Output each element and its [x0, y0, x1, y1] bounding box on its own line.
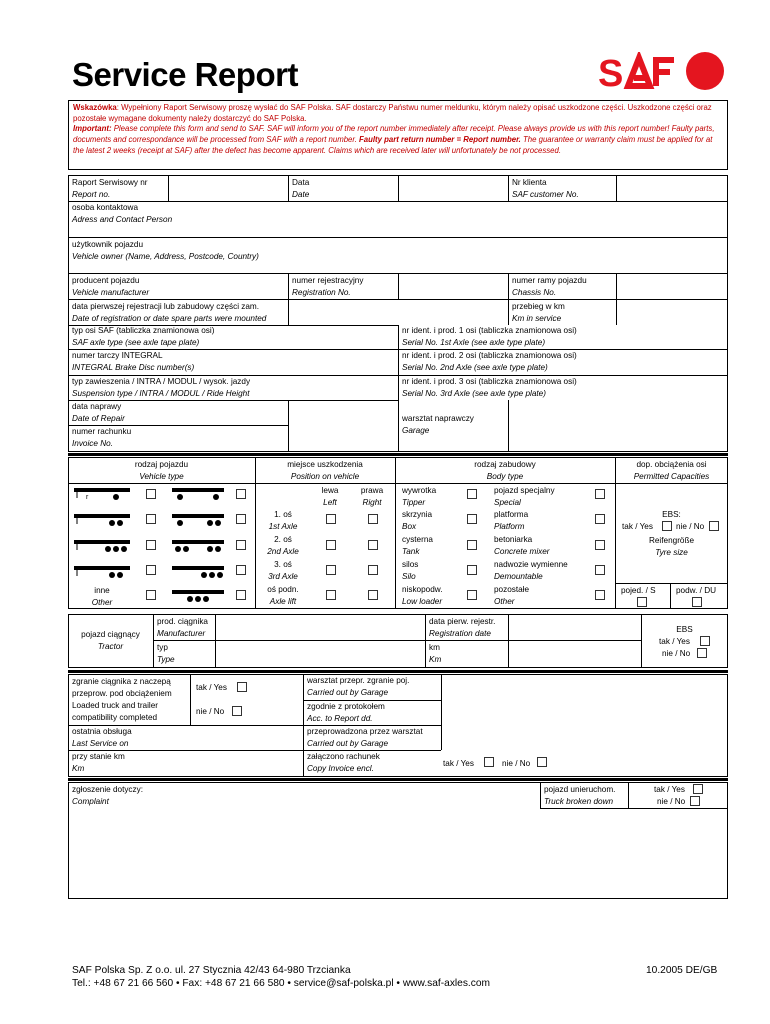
- double-checkbox[interactable]: [692, 597, 702, 607]
- concrete-checkbox[interactable]: [595, 540, 605, 550]
- low-loader-checkbox[interactable]: [467, 590, 477, 600]
- ebs-no-checkbox[interactable]: [709, 521, 719, 531]
- ebs-yes-label: tak / Yes: [622, 522, 653, 531]
- low-loader-label: niskopodw. Low loader: [402, 585, 443, 606]
- body-other-label: pozostałe Other: [494, 585, 530, 606]
- instructions-en-text2: The guarantee or warranty claim must be applied for at the latest 2 weeks (receipt at SAF) after the defect has become apparent. Claims which are received later will unfortunately be not processed.: [73, 135, 713, 155]
- silo-label: silos Silo: [402, 560, 419, 581]
- platform-label: platforma Platform: [494, 510, 529, 531]
- coupling-no-checkbox[interactable]: [232, 706, 242, 716]
- vehicle-other-checkbox[interactable]: [146, 590, 156, 600]
- invoice-no-label: nie / No: [502, 759, 531, 768]
- trailer-3axle-icon: [72, 536, 132, 554]
- tractor-ebs-label: EBS: [676, 625, 693, 634]
- tractor-manufacturer-label: prod. ciągnika Manufacturer: [157, 617, 208, 638]
- left-label: lewa Left: [321, 486, 339, 507]
- vehicle-other-label: inne Other: [91, 586, 113, 607]
- vehicle-checkbox[interactable]: [236, 489, 246, 499]
- tractor-ebs-no-label: nie / No: [662, 649, 691, 658]
- km-label: przebieg w km Km in service: [512, 302, 565, 323]
- report-no-label: Raport Serwisowy nr Report no.: [72, 178, 148, 199]
- disc-label: numer tarczy INTEGRAL INTEGRAL Brake Disc number(s): [72, 351, 195, 372]
- vehicle-checkbox[interactable]: [146, 540, 156, 550]
- single-checkbox[interactable]: [637, 597, 647, 607]
- trailer-1axle-icon: [72, 484, 132, 502]
- tank-label: cysterna Tank: [402, 535, 433, 556]
- drawbar-2axle-icon: [168, 484, 228, 502]
- axle3-right-checkbox[interactable]: [368, 565, 378, 575]
- tyre-size-label: Reifengröße Tyre size: [648, 536, 695, 557]
- complaint-label: zgłoszenie dotyczy: Complaint: [72, 785, 143, 806]
- registration-label: numer rejestracyjny Registration No.: [292, 276, 364, 297]
- truck-broken-label: pojazd unieruchom. Truck broken down: [544, 785, 616, 806]
- suspension-label: typ zawieszenia / INTRA / MODUL / wysok. jazdy Suspension type / INTRA / MODUL / Ride Height: [72, 377, 251, 398]
- vehicle-checkbox[interactable]: [146, 565, 156, 575]
- axle2-right-checkbox[interactable]: [368, 540, 378, 550]
- instructions-pl-text: : Wypełniony Raport Serwisowy proszę wysłać do SAF Polska. SAF dostarczy Państwu numer meldunku, którym należy opisać uszkodzone części. Uszkodzone części oraz pozostałe wymagane dokumenty należy dostarczyć do SAF Polska.: [73, 103, 712, 123]
- manufacturer-label: producent pojazdu Vehicle manufacturer: [72, 276, 150, 297]
- instructions-note: [68, 100, 728, 170]
- vehicle-checkbox[interactable]: [236, 514, 246, 524]
- ebs-yes-checkbox[interactable]: [662, 521, 672, 531]
- complaint-text-area[interactable]: [72, 812, 722, 894]
- chassis-label: numer ramy pojazdu Chassis No.: [512, 276, 587, 297]
- axle2-label: 2. oś 2nd Axle: [267, 535, 299, 556]
- position-header: miejsce uszkodzenia Position on vehicle: [287, 460, 363, 481]
- instructions-pl-label: Wskazówka: [73, 103, 117, 112]
- instructions-en-bold: Faulty part return number = Report number.: [359, 135, 521, 145]
- footer-address: SAF Polska Sp. Z o.o. ul. 27 Stycznia 42/43 64-980 Trzcianka: [72, 965, 351, 976]
- invoice-yes-label: tak / Yes: [443, 759, 474, 768]
- tractor-registration-label: data pierw. rejestr. Registration date: [429, 617, 496, 638]
- footer-version: 10.2005 DE/GB: [646, 965, 718, 976]
- invoice-encl-label: załączono rachunek Copy Invoice encl.: [307, 752, 380, 773]
- platform-checkbox[interactable]: [595, 514, 605, 524]
- axle1-right-checkbox[interactable]: [368, 514, 378, 524]
- matching-garage-label: warsztat przepr. zgranie poj. Carried out by Garage: [307, 676, 410, 697]
- lowbed-icon: [168, 562, 228, 580]
- trailer-short-icon: [72, 562, 132, 580]
- capacities-header: dop. obciążenia osi Permitted Capacities: [633, 460, 710, 481]
- special-label: pojazd specjalny Special: [494, 486, 555, 507]
- lowloader-icon: [168, 586, 228, 604]
- box-label: skrzynia Box: [402, 510, 433, 531]
- concrete-label: betoniarka Concrete mixer: [494, 535, 550, 556]
- double-label: podw. / DU: [676, 586, 717, 595]
- broken-yes-checkbox[interactable]: [693, 784, 703, 794]
- last-service-label: ostatnia obsługa Last Service on: [72, 727, 132, 748]
- customer-no-label: Nr klienta SAF customer No.: [512, 178, 579, 199]
- tractor-ebs-no-checkbox[interactable]: [697, 648, 707, 658]
- demountable-label: nadwozie wymienne Demountable: [494, 560, 568, 581]
- footer-contact: Tel.: +48 67 21 66 560 • Fax: +48 67 21 66 580 • service@saf-polska.pl • www.saf-axles.com: [72, 978, 491, 989]
- drawbar-3axle-icon: [168, 510, 228, 528]
- tipper-checkbox[interactable]: [467, 489, 477, 499]
- axle-lift-right-checkbox[interactable]: [368, 590, 378, 600]
- svg-text:r: r: [86, 494, 89, 501]
- tractor-ebs-yes-checkbox[interactable]: [700, 636, 710, 646]
- axle2-left-checkbox[interactable]: [326, 540, 336, 550]
- axle-type-label: typ osi SAF (tabliczka znamionowa osi) SAF axle type (see axle tape plate): [72, 326, 215, 347]
- axle-lift-label: oś podn. Axle lift: [267, 585, 299, 606]
- serial2-label: nr ident. i prod. 2 osi (tabliczka znamionowa osi) Serial No. 2nd Axle (see axle type plate): [402, 351, 577, 372]
- vehicle-type-header: rodzaj pojazdu Vehicle type: [134, 460, 189, 481]
- serial3-label: nr ident. i prod. 3 osi (tabliczka znamionowa osi) Serial No. 3rd Axle (see axle type plate): [402, 377, 577, 398]
- body-other-checkbox[interactable]: [595, 590, 605, 600]
- axle3-left-checkbox[interactable]: [326, 565, 336, 575]
- vehicle-checkbox[interactable]: [236, 590, 246, 600]
- tractor-km-label: km Km: [429, 643, 442, 664]
- ebs-no-label: nie / No: [676, 522, 705, 531]
- coupling-no-label: nie / No: [196, 707, 225, 716]
- page-title: Service Report: [72, 56, 298, 93]
- special-checkbox[interactable]: [595, 489, 605, 499]
- instructions-en-label: Important:: [73, 124, 112, 134]
- instructions-en-text: Please complete this form and send to SAF. SAF will inform you of the report number immediately after receipt. Please always provide us with this report number! Faulty parts, documents and correspondance will be processed from SAF with a report number.: [73, 124, 715, 145]
- coupling-yes-label: tak / Yes: [196, 683, 227, 692]
- broken-yes-label: tak / Yes: [654, 785, 685, 794]
- owner-label: użytkownik pojazdu Vehicle owner (Name, Address, Postcode, Country): [72, 240, 259, 261]
- ebs-label: EBS:: [662, 510, 681, 519]
- date-label: Data Date: [292, 178, 310, 199]
- invoice-yes-checkbox[interactable]: [484, 757, 494, 767]
- vehicle-checkbox[interactable]: [236, 540, 246, 550]
- demountable-checkbox[interactable]: [595, 565, 605, 575]
- protocol-label: zgodnie z protokołem Acc. to Report dd.: [307, 702, 385, 723]
- right-label: prawa Right: [360, 486, 384, 507]
- invoice-no-checkbox[interactable]: [537, 757, 547, 767]
- silo-checkbox[interactable]: [467, 565, 477, 575]
- trailer-2axle-icon: [72, 510, 132, 528]
- service-garage-label: przeprowadzona przez warsztat Carried out by Garage: [307, 727, 423, 748]
- repair-date-label: data naprawy Date of Repair: [72, 402, 125, 423]
- tractor-type-label: typ Type: [157, 643, 175, 664]
- vehicle-checkbox[interactable]: [146, 514, 156, 524]
- svg-text:S: S: [598, 53, 622, 94]
- drawbar-4axle-icon: [168, 536, 228, 554]
- axle1-left-checkbox[interactable]: [326, 514, 336, 524]
- serial1-label: nr ident. i prod. 1 osi (tabliczka znamionowa osi) Serial No. 1st Axle (see axle type plate): [402, 326, 577, 347]
- axle1-label: 1. oś 1st Axle: [268, 510, 298, 531]
- garage-label: warsztat naprawczy Garage: [402, 414, 474, 435]
- coupling-label: zgranie ciągnika z naczepą przeprow. pod obciążeniem Loaded truck and trailer compatibility completed: [72, 677, 172, 722]
- tractor-label: pojazd ciągnący Tractor: [81, 630, 140, 651]
- first-registration-label: data pierwszej rejestracji lub zabudowy części zam. Date of registration or date spare parts were mounted: [72, 302, 267, 323]
- tractor-ebs-yes-label: tak / Yes: [659, 637, 690, 646]
- vehicle-checkbox[interactable]: [236, 565, 246, 575]
- body-type-header: rodzaj zabudowy Body type: [474, 460, 536, 481]
- axle-lift-left-checkbox[interactable]: [326, 590, 336, 600]
- box-checkbox[interactable]: [467, 514, 477, 524]
- tank-checkbox[interactable]: [467, 540, 477, 550]
- saf-logo: [598, 52, 728, 94]
- tipper-label: wywrotka Tipper: [402, 486, 437, 507]
- contact-label: osoba kontaktowa Adress and Contact Person: [72, 203, 173, 224]
- axle3-label: 3. oś 3rd Axle: [268, 560, 298, 581]
- coupling-yes-checkbox[interactable]: [237, 682, 247, 692]
- vehicle-checkbox[interactable]: [146, 489, 156, 499]
- broken-no-checkbox[interactable]: [690, 796, 700, 806]
- broken-no-label: nie / No: [657, 797, 686, 806]
- km-state-label: przy stanie km Km: [72, 752, 125, 773]
- single-label: pojed. / S: [621, 586, 656, 595]
- invoice-label: numer rachunku Invoice No.: [72, 427, 132, 448]
